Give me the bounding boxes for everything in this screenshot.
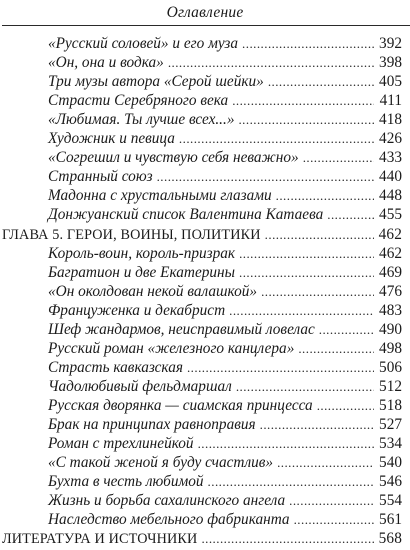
toc-entry-title: Жизнь и борьба сахалинского ангела [48,492,286,510]
running-head: Оглавление [166,4,244,21]
toc-entry-title: «Любимая. Ты лучше всех...» [48,111,235,129]
toc-page-number: 392 [379,35,402,52]
toc-page-number: 498 [379,339,402,357]
header-rule [2,25,410,26]
toc-page-number: 483 [379,301,402,319]
toc-entry-title: Русский роман «железного канцлера» [48,339,295,357]
toc-entry-title: «Он, она и водка» [48,54,164,72]
toc-entry-title: Наследство мебельного фабриканта [48,511,290,529]
toc-entry-title: Страсть кавказская [48,358,183,376]
toc-entry-title: Странный союз [48,168,153,186]
toc-entry-title: Донжуанский список Валентина Катаева [48,206,324,224]
toc-entry-title: Три музы автора «Серой шейки» [48,73,264,91]
toc-page-number: 554 [379,492,402,510]
toc-page-number: 418 [379,111,402,129]
toc-page-number: 405 [379,73,402,91]
toc-page-number: 512 [379,377,402,395]
toc-page-number: 433 [379,149,402,167]
toc-entry-title: Багратион и две Екатерины [48,263,236,281]
toc-entry-title: «Он околдован некой валашкой» [48,282,258,300]
toc-chapter-row [2,528,402,550]
toc-entry-title: «Согрешил и чувствую себя неважно» [48,149,299,167]
toc-page-number: 527 [379,416,402,433]
toc-page-number: 462 [378,225,402,243]
toc-chapter-title: ЛИТЕРАТУРА И ИСТОЧНИКИ [2,531,198,548]
toc-page-number: 546 [379,473,402,491]
toc-page-number: 540 [379,454,402,472]
toc-page-number: 506 [379,358,402,376]
toc-entry-title: Чадолюбивый фельдмаршал [48,377,232,395]
toc-page-number: 476 [379,282,402,300]
toc-page-number: 426 [379,130,402,148]
toc-entry-title: Роман с трехлинейкой [48,435,194,453]
toc-entry-title: Бухта в честь любимой [48,473,204,491]
toc-page-number: 568 [378,530,402,548]
toc-page-number: 534 [379,435,402,453]
toc-entry-title: Брак на принципах равноправия [48,416,256,433]
toc-page-number: 518 [379,396,402,414]
toc-page-number: 440 [379,168,402,186]
toc-page-number: 561 [379,511,402,529]
toc-page-number: 448 [379,187,402,205]
toc-entry-title: «Русский соловей» и его муза [48,35,239,52]
toc-entry-title: «С такой женой я буду счастлив» [48,454,274,472]
toc-entry-title: Художник и певица [48,130,175,148]
toc-entry-title: Русская дворянка — сиамская принцесса [48,396,313,414]
toc-entry-title: Король-воин, король-призрак [48,244,236,262]
toc-entry-title: Страсти Серебряного века [48,92,229,110]
toc-entry-title: Француженка и декабрист [48,301,226,319]
toc-page-number: 462 [379,244,402,262]
toc-page-number: 398 [379,54,402,72]
toc-chapter-title: ГЛАВА 5. ГЕРОИ, ВОИНЫ, ПОЛИТИКИ [2,226,261,243]
toc-entry-title: Мадонна с хрустальными глазами [48,187,272,205]
toc-page-number: 411 [379,92,402,110]
dot-leader [201,528,374,550]
toc-page-number: 455 [379,206,402,224]
toc-page-number: 469 [379,263,402,281]
toc-page-number: 490 [379,320,402,338]
toc-entry-title: Шеф жандармов, неисправимый ловелас [48,320,315,338]
